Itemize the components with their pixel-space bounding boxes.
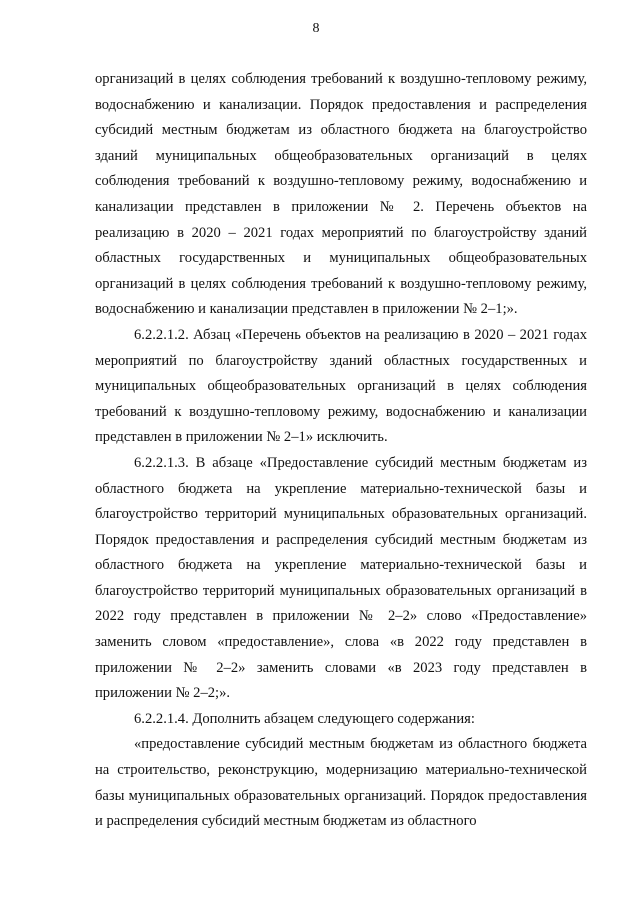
paragraph-6-2-2-1-4: 6.2.2.1.4. Дополнить абзацем следующего содержания:: [134, 710, 475, 727]
paragraph-quoted-addition: «предоставление субсидий местным бюджетам из областного бюджета на строительство, реконструкцию, модернизацию материально-технической базы муниципальных образовательных организаций. Порядок предоставления и распределения субсидий местным бюджетам из областного: [95, 736, 587, 830]
page-number: 8: [312, 21, 320, 36]
document-body: [95, 67, 587, 835]
paragraph-6-2-2-1-2: 6.2.2.1.2. Абзац «Перечень объектов на реализацию в 2020 – 2021 годах мероприятий по благоустройству зданий областных государственных и муниципальных общеобразовательных организаций в целях соблюдения требований к воздушно-тепловому режиму, водоснабжению и канализации представлен в приложении № 2–1» исключить.: [95, 326, 587, 446]
paragraph-continuation: организаций в целях соблюдения требований к воздушно-тепловому режиму, водоснабжению и канализации. Порядок предоставления и распределения субсидий местным бюджетам из областного бюджета на благоустройство зданий муниципальных общеобразовательных организаций в целях соблюдения требований к воздушно-тепловому режиму, водоснабжению и канализации представлен в приложении № 2. Перечень объектов на реализацию в 2020 – 2021 годах мероприятий по благоустройству зданий областных государственных и муниципальных общеобразовательных организаций в целях соблюдения требований к воздушно-тепловому режиму, водоснабжению и канализации представлен в приложении № 2–1;».: [95, 71, 587, 318]
paragraph-6-2-2-1-3: 6.2.2.1.3. В абзаце «Предоставление субсидий местным бюджетам из областного бюджета на укрепление материально-технической базы и благоустройство территорий муниципальных образовательных организаций. Порядок предоставления и распределения субсидий местным бюджетам из областного бюджета на укрепление материально-технической базы и благоустройство территорий муниципальных образовательных организаций в 2022 году представлен в приложении № 2–2» слово «Предоставление» заменить словом «предоставление», слова «в 2022 году представлен в приложении № 2–2» заменить словами «в 2023 году представлен в приложении № 2–2;».: [95, 454, 587, 702]
